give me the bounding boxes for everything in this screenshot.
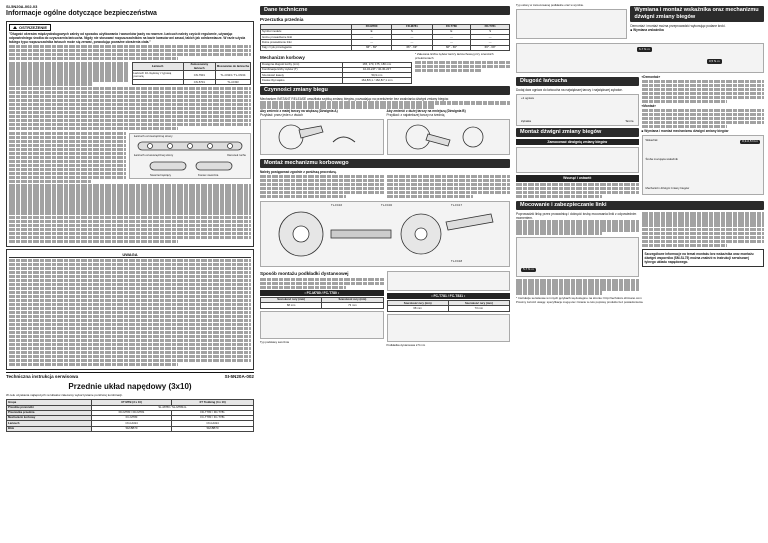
crank-table [260, 62, 412, 84]
combo-header: Łańcuch [7, 421, 92, 426]
derailleur-header: FD-M780 [351, 24, 391, 29]
torque-badge: 0,3-0,5 N·m [742, 139, 758, 144]
spacer-header: Szerokość rury (mm) [322, 298, 383, 303]
combo-cell: CN-HG94 [91, 421, 171, 426]
derailleur-table [260, 24, 510, 51]
chain-table-header: Łańcuch [132, 62, 183, 71]
derailleur-cell: — [471, 40, 510, 45]
crank-note: * Zalecana liczba zębów tarczy łańcuchowej przy szerokich przełożeniach [415, 51, 494, 60]
product-title: Przednie układ napędowy (3x10) [68, 382, 192, 392]
mount-step: Wsunąć i ustawić [516, 175, 639, 181]
install-heading: Należy postępować zgodnie z poniższą procedurą. [260, 170, 337, 175]
combo-cell: FD-M780 / FD-M781 [91, 410, 171, 415]
torque-badge: 6-7 N·m [639, 46, 650, 51]
tool-label: TL-FC32 [381, 202, 393, 207]
combo-cell: SL-M780 / SL-M780-IL [91, 405, 253, 410]
mechanism-diagram [642, 135, 765, 195]
derailleur-cell: Kąty z tyłu przeciągania [261, 45, 352, 50]
montaz-title: Montaż dźwigni zmiany biegów [516, 128, 639, 137]
crank-cell: 164,8/6,1 / 162,8/7,1 mm [342, 78, 411, 83]
spacer-cell: 73 mm [448, 306, 509, 311]
fd-install-title: Sposób montażu podkładki dystansowej [260, 270, 349, 276]
column-installation [516, 4, 764, 539]
combo-cell: SM-BB70 [91, 426, 171, 431]
crank-install-diagram [260, 201, 510, 267]
crank-cell: 44-32-24T / 40-30-22T [342, 67, 411, 72]
derailleur-cell: 66° - 69° [432, 45, 471, 50]
combo-cell: FC-T780 / FC-T781 [172, 416, 254, 421]
spacer-cell: 68 mm [387, 306, 448, 311]
mechanism-label: Wskaźnik [645, 137, 658, 142]
document-code: SI-5N20A-002-03 [6, 4, 38, 9]
derailleur-cell: Dolne prowadzenie linki [261, 40, 352, 45]
combo-cell: CN-HG94 [172, 421, 254, 426]
mechanism-label: Mechanizm dźwigni zmiany biegów [645, 186, 690, 191]
chain-table-cell: TL-CN23 / TL-CN34 [215, 71, 250, 80]
fc-t781-label: • FC-T781 / FC-T831 • [387, 293, 511, 299]
combo-header: Przednie przerzutki [7, 405, 92, 410]
derailleur-section: Przerzutka przednia [260, 16, 304, 22]
chain-table-cell: TL-CN33 [215, 80, 250, 85]
chain-label: Łańcuch od zewnętrznej strony [134, 134, 173, 139]
spacer-header: Szerokość rury (mm) [448, 301, 509, 306]
chain-pin-label: Koniec sworznia [198, 172, 219, 177]
combination-table [6, 399, 254, 432]
caution-heading: UWAGA [9, 252, 251, 258]
len-text: Dodaj dwa ogniwa do łańcucha na największej tarczy i największej zębatce. [516, 88, 623, 93]
chain-table-cell [132, 80, 183, 85]
crank-cell: Dostępna długość korby (mm) [261, 62, 343, 67]
mount-step: Zamocować dźwignię zmiany biegów [516, 139, 639, 145]
chain-table-cell: Łańcuch 10-rzędowy z typową pomocą [132, 71, 183, 80]
spacer-cell: 73 mm [322, 303, 383, 308]
technical-footer [6, 372, 254, 380]
len-label: Tarcza [625, 118, 634, 123]
indicator-diagram [516, 43, 764, 73]
combo-cell: SM-BB70 [172, 426, 254, 431]
column-safety [6, 4, 254, 539]
chain-length-diagram [516, 94, 639, 126]
derailleur-cell: — [392, 40, 432, 45]
len-title: Długość łańcucha [516, 77, 639, 86]
spacer-diagram-right [387, 314, 511, 342]
column-specs [260, 4, 510, 539]
tool-label: TL-FC18 [451, 259, 463, 264]
chain-label: Kierunek ruchu [227, 153, 246, 158]
demontaz-heading: «Demontaż» [641, 75, 661, 80]
combo-cell: FC-M780 [91, 416, 171, 421]
mocowanie-text: Poprowadzić linkę przez prowadnicę i dokręcić śrubę mocowania linki z odpowiednim momentem. [516, 211, 637, 220]
combo-header: Blok [7, 426, 92, 431]
derailleur-cell: S [392, 29, 432, 34]
page-title: Informacje ogólne dotyczące bezpieczeństwa [6, 10, 157, 17]
mount-diagram [516, 147, 639, 173]
lever-b-heading: Aby zmienić z dużej tarczy na mniejszą (Dźwignia B) [386, 109, 466, 114]
derailleur-cell: Górne prowadzenie linki [261, 35, 352, 40]
derailleur-header: FD-T780 [432, 24, 471, 29]
mechanism-label: Śruba mocująca wskaźnik [645, 156, 678, 161]
combo-group: XT MTB (3 x 10) [91, 400, 171, 405]
spacer-header: Szerokość rury (mm) [387, 301, 448, 306]
spacer-top-diagram [387, 271, 511, 291]
len-label: +2 ogniwa [521, 96, 534, 101]
spec-title: Dane techniczne [260, 6, 510, 15]
section-technical: Techniczna instrukcja serwisowa [6, 373, 79, 379]
cable-diagram [516, 9, 627, 39]
footer-small: Prosimy zwrócić uwagę: specyfikacje mogą ulec zmianie w celu poprawy produktu bez powiadomienia. [516, 300, 644, 305]
crank-cell: 165, 170, 175, 180 mm [342, 62, 411, 67]
combo-header: Przerzutka przednia [7, 410, 92, 415]
warning-box [6, 21, 254, 247]
crank-cell: Kombinacja liczby zębów (T) [261, 67, 343, 72]
derailleur-cell: E [432, 29, 471, 34]
derailleur-cell: — [351, 40, 391, 45]
spacer-diagram-left [260, 311, 384, 339]
sealed-note: Szczegółowe informacje na temat montażu bez wskaźnika oraz montażu dźwigni wspornika (SM-SL75) można znaleźć w instrukcji serwisowej tylnego układu napędowego. [642, 249, 765, 267]
wymiana-sub: ■ Wymiana wskaźnika [630, 27, 664, 32]
derailleur-cell: — [432, 35, 471, 40]
derailleur-cell: Symbol modelu [261, 29, 352, 34]
derailleur-cell: — [432, 40, 471, 45]
maint-text: Mechanizm INSTANT RELEASE umożliwia szybką zmianę biegów, pozwalając na przełożenie bez zwalniania dźwigni zmiany biegów. [260, 96, 449, 101]
wymiana-note: Demontaż i montaż można przeprowadzić wykonując podane kroki. [630, 23, 726, 28]
torque-badge: 0,5 N·m [709, 58, 720, 63]
document-code-footer: SI-5N20A-002 [224, 373, 254, 379]
wymiana-title: Wymiana i montaż wskaźnika oraz mechanizmu dźwigni zmiany biegów [630, 6, 764, 22]
derailleur-cell: 66° - 69° [351, 45, 391, 50]
maint-title: Czynności zmiany biegu [260, 86, 510, 95]
crank-cell: Szerokość kasety [261, 73, 343, 78]
caution-box [6, 249, 254, 370]
warning-icon [13, 26, 17, 29]
spacer-note: Podkładka dystansowa 2.5 mm [386, 342, 426, 347]
top-note: Typ osłony w zamocowanej podkładce oraz w wyrobie. [516, 4, 584, 7]
crank-section: Mechanizm korbowy [260, 54, 305, 60]
derailleur-header: FD-M781 [392, 24, 432, 29]
combo-cell: FD-T780 / FD-T781 [172, 410, 254, 415]
lever-b-note: Przykład: z najwiekszej tarczy na średnią [386, 113, 445, 118]
torque-badge: 5-7 N·m [523, 267, 534, 272]
lever-a-note: Przykład: przez jeden z dwóch [260, 113, 304, 118]
chain-table-header: Zamocowany łańcuch [183, 62, 215, 71]
len-label: Zębatka [521, 118, 532, 123]
chain-diagram [129, 133, 251, 179]
chain-label: Łańcuch od wewnętrznej strony [134, 153, 174, 158]
crank-cell: 50,9 mm [342, 73, 411, 78]
mechanism-heading: ■ Wymiana i montaż mechanizmu dźwigni zmiany biegów [641, 128, 729, 133]
spacer-table-right [387, 300, 511, 312]
table-info: W celu uzyskania najlepszych rezultatów zalecamy wykorzystanie poniższej kombinacji. [6, 393, 123, 398]
spacer-table-left [260, 297, 384, 309]
footer-note: * Instrukcje serwisowe w innych językach są dostępne na stronie: http://techdocs.shimano.com [516, 296, 642, 301]
spacer-header: Szerokość rury (mm) [261, 298, 322, 303]
derailleur-cell: S [471, 29, 510, 34]
derailleur-cell: 66° - 69° [392, 45, 432, 50]
tool-label: TL-FC17 [451, 202, 463, 207]
derailleur-cell: E [351, 29, 391, 34]
lever-b-diagram [387, 119, 511, 155]
chain-table-cell: CN-7901 [183, 71, 215, 80]
warning-heading: OSTRZEŻENIE [9, 24, 51, 31]
chain-table [132, 62, 252, 86]
derailleur-cell: — [392, 35, 432, 40]
chain-table-cell: CN-5701 [183, 80, 215, 85]
install-title: Montaż mechanizmu korbowego [260, 159, 510, 168]
combo-header: Grupa [7, 400, 92, 405]
combo-group: XT Trekking (3 x 10) [172, 400, 254, 405]
lever-a-diagram [260, 119, 384, 155]
derailleur-cell: 66° - 69° [471, 45, 510, 50]
chain-pin-label: Sworzeń łączący [150, 172, 171, 177]
mocowanie-title: Mocowanie i zabezpieczanie linki [516, 201, 764, 210]
lever-a-heading: Aby zmienić z małej tarczy na większą (Dźwignia A) [260, 109, 338, 114]
fc-m780-label: • FC-M780 / FC-T780 • [260, 290, 384, 296]
crank-cell: Kwota zbyt wąsko [261, 78, 343, 83]
warning-lead: "Długość okresów międzyobsługowych zależy od sposobu użytkowania i warunków jazdy na rowerze. Łańcuch należy czyścić regularnie, używając odpowiedniego środka do czyszczenia łańcucha. Nigdy nie stosować rozpuszczalników na bazie kwasów ani zasad, takich jak odrdzewiacze. W razie użycia takiego typu rozpuszczalnika łańcuch może się zerwać, powodując poważne obrażenia ciała." [9, 31, 246, 44]
montaz-heading: «Montaż» [641, 104, 657, 109]
derailleur-cell: — [471, 35, 510, 40]
cable-fix-diagram [516, 237, 639, 277]
chain-table-header: Mocowanie do łańcucha [215, 62, 250, 71]
derailleur-cell: — [351, 35, 391, 40]
tool-label: TL-FC16 [331, 202, 343, 207]
stop-label: Typ podstawy sworznia [260, 339, 289, 344]
combo-header: Mechanizm korbowy [7, 416, 92, 421]
derailleur-header: FD-T781 [471, 24, 510, 29]
spacer-cell: 68 mm [261, 303, 322, 308]
